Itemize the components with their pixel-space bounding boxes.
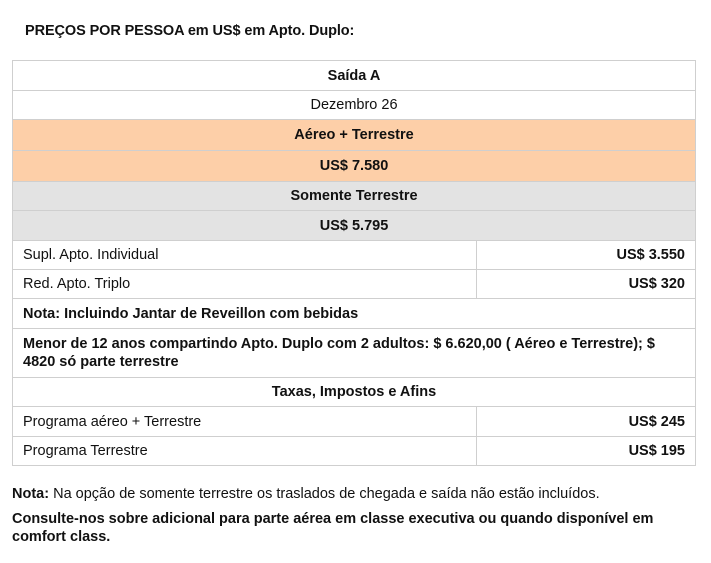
land-only-price: US$ 5.795 bbox=[13, 211, 696, 241]
tax-land-price: US$ 195 bbox=[477, 437, 696, 466]
taxes-header-row bbox=[13, 378, 696, 407]
price-table bbox=[12, 60, 696, 466]
single-supplement-row bbox=[13, 241, 696, 270]
land-only-header-row bbox=[13, 182, 696, 211]
air-land-price-row bbox=[13, 151, 696, 182]
reveillon-note: Nota: Incluindo Jantar de Reveillon com bebidas bbox=[13, 299, 696, 329]
date-row bbox=[13, 91, 696, 120]
reveillon-note-row bbox=[13, 299, 696, 329]
triple-reduction-label: Red. Apto. Triplo bbox=[13, 270, 477, 299]
departure-label: Saída A bbox=[13, 61, 696, 91]
single-supplement-price: US$ 3.550 bbox=[477, 241, 696, 270]
consult-note: Consulte-nos sobre adicional para parte aérea em classe executiva ou quando disponível em comfort class. bbox=[12, 511, 654, 545]
air-land-price: US$ 7.580 bbox=[13, 151, 696, 182]
air-land-label: Aéreo + Terrestre bbox=[13, 120, 696, 151]
air-land-header-row bbox=[13, 120, 696, 151]
taxes-label: Taxas, Impostos e Afins bbox=[13, 378, 696, 407]
child-note: Menor de 12 anos compartindo Apto. Duplo com 2 adultos: $ 6.620,00 ( Aéreo e Terrestre); $ 4820 só parte terrestre bbox=[13, 329, 696, 378]
footer-note bbox=[12, 486, 600, 502]
land-only-price-row bbox=[13, 211, 696, 241]
single-supplement-label: Supl. Apto. Individual bbox=[13, 241, 477, 270]
footer-note-label: Nota: bbox=[12, 486, 50, 502]
page-title: PREÇOS POR PESSOA em US$ em Apto. Duplo: bbox=[25, 23, 355, 39]
tax-land-row bbox=[13, 437, 696, 466]
footer-note-text: Na opção de somente terrestre os traslados de chegada e saída não estão incluídos. bbox=[49, 486, 600, 502]
child-note-row bbox=[13, 329, 696, 378]
departure-date: Dezembro 26 bbox=[13, 91, 696, 120]
tax-land-label: Programa Terrestre bbox=[13, 437, 477, 466]
triple-reduction-price: US$ 320 bbox=[477, 270, 696, 299]
tax-air-land-row bbox=[13, 407, 696, 437]
tax-air-land-label: Programa aéreo + Terrestre bbox=[13, 407, 477, 437]
triple-reduction-row bbox=[13, 270, 696, 299]
tax-air-land-price: US$ 245 bbox=[477, 407, 696, 437]
land-only-label: Somente Terrestre bbox=[13, 182, 696, 211]
departure-row bbox=[13, 61, 696, 91]
